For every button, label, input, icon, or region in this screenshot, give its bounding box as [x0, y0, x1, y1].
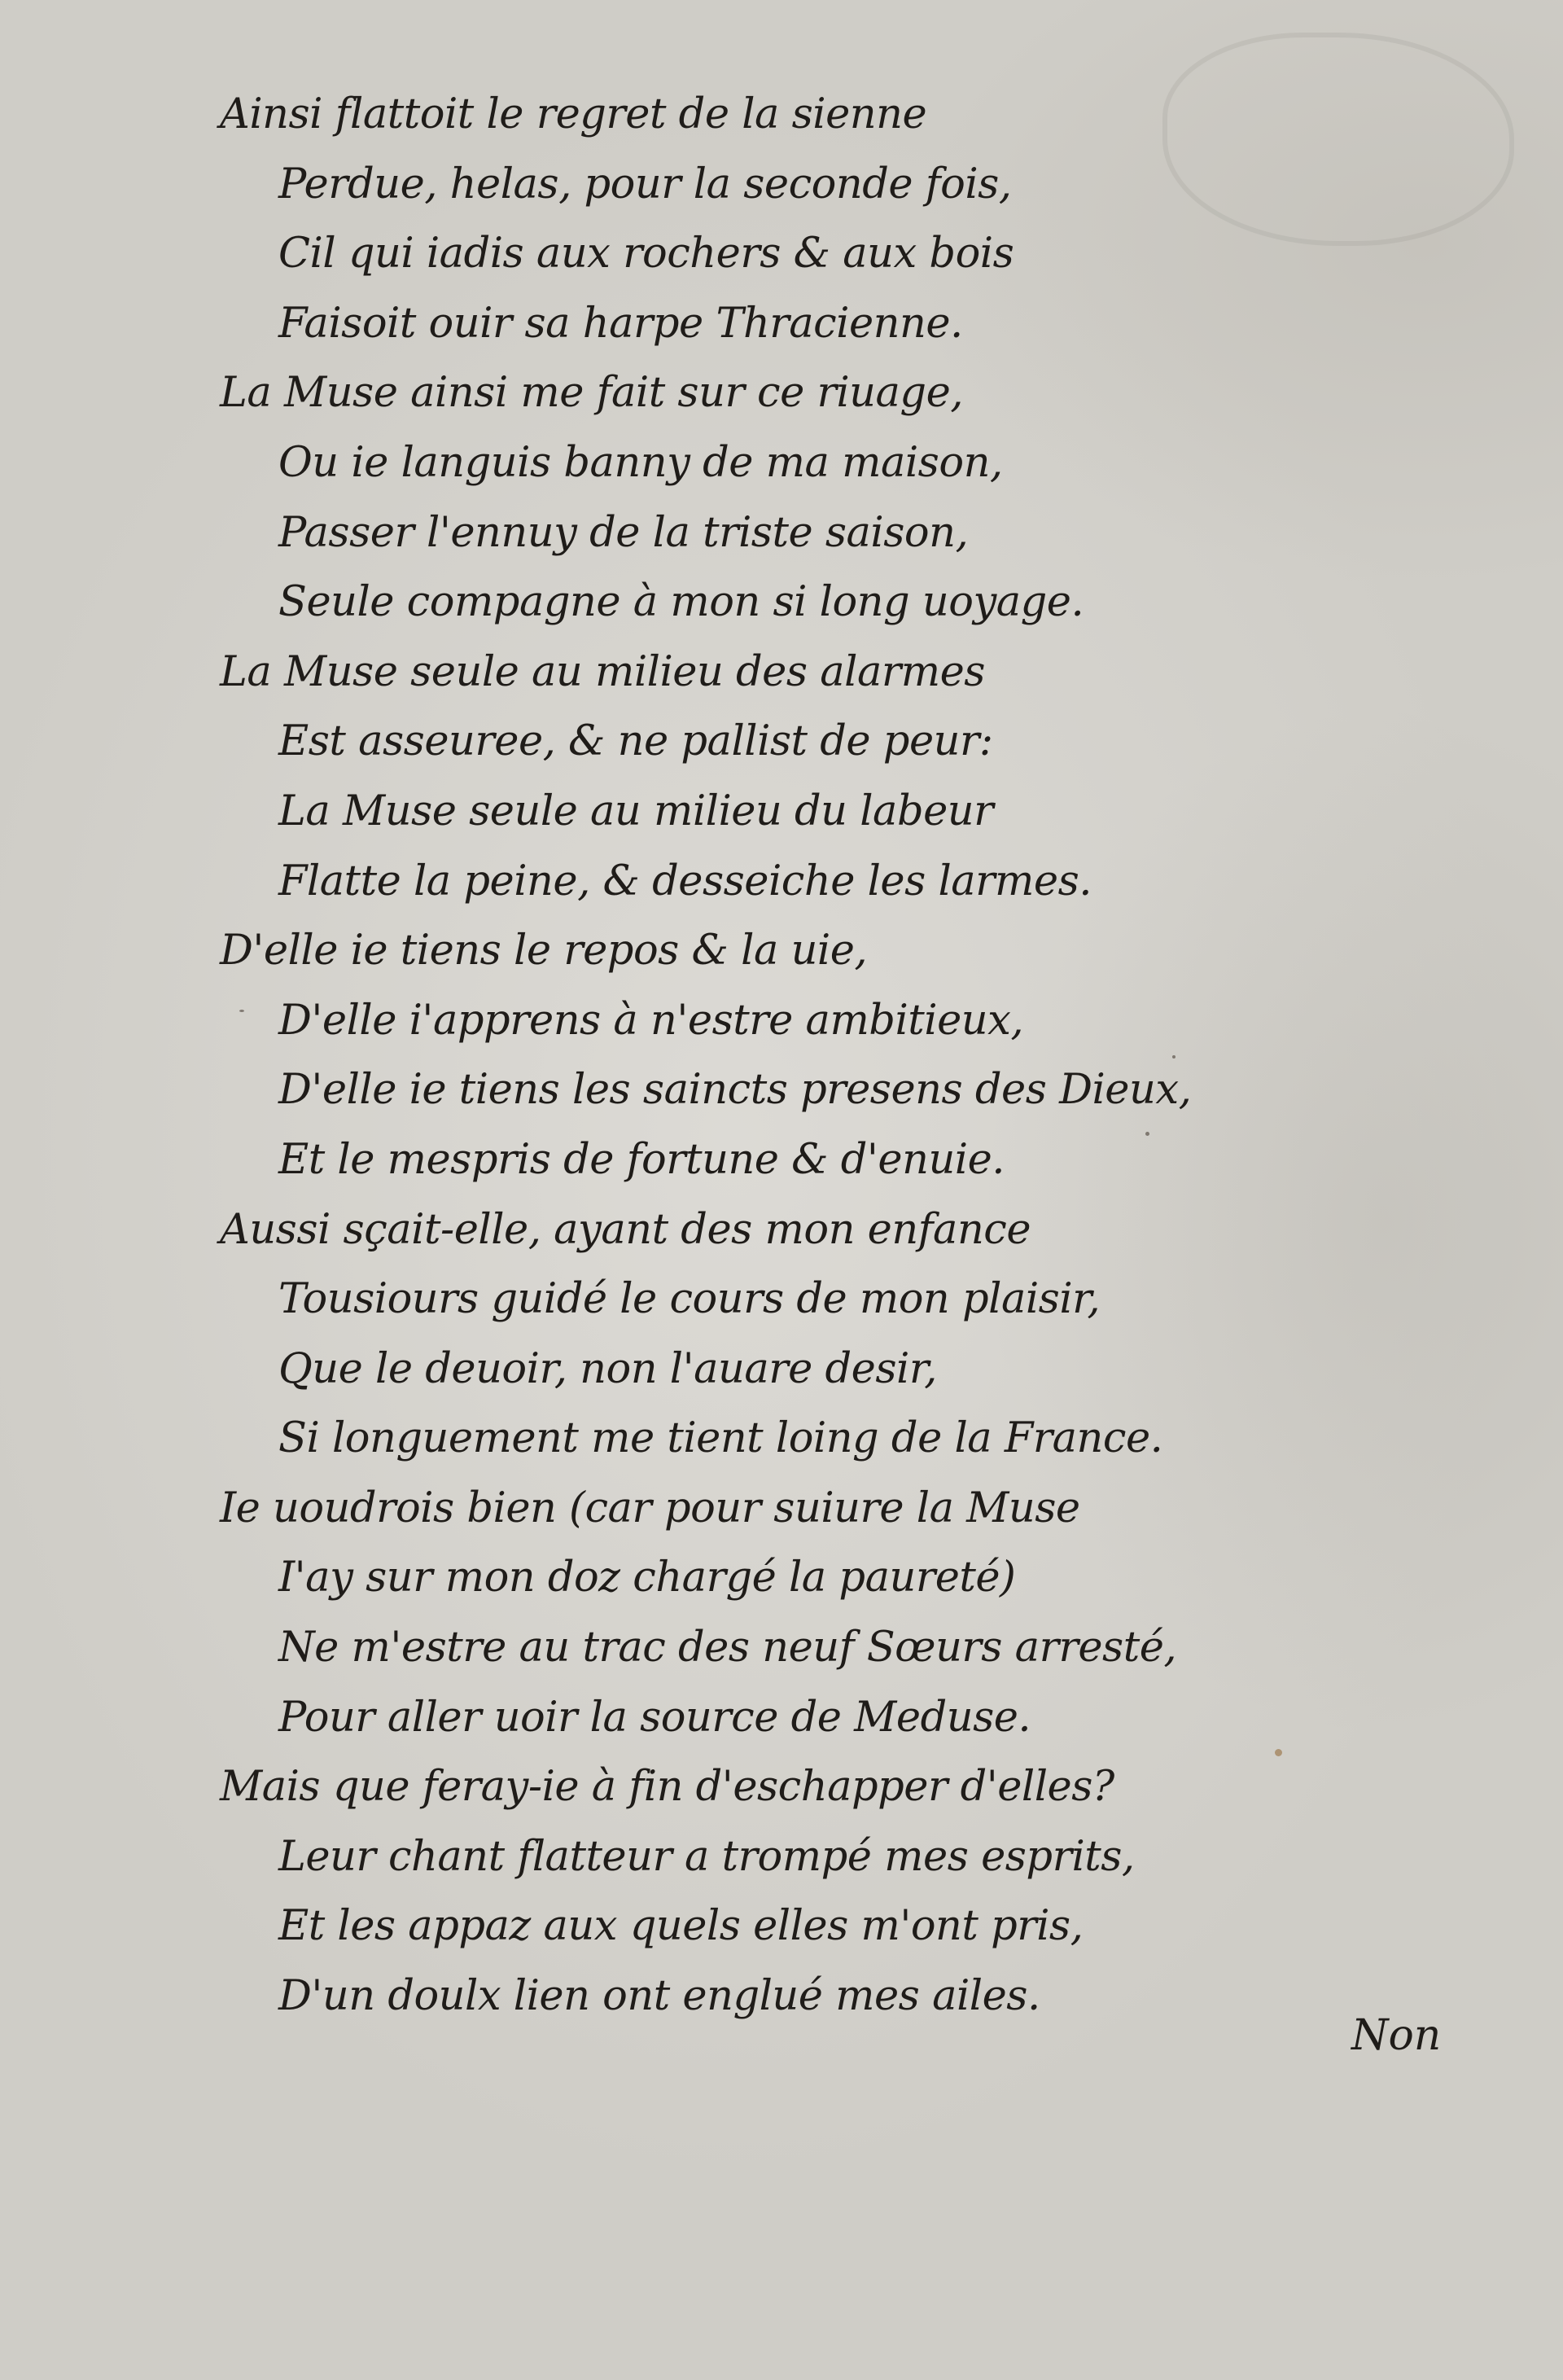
poem-line: Est asseuree, & ne pallist de peur:	[278, 717, 993, 766]
poem-line: Ne m'estre au trac des neuf Sœurs arresté,	[278, 1624, 1177, 1672]
poem-line: Et les appaz aux quels elles m'ont pris,	[278, 1902, 1084, 1951]
poem-line: Et le mespris de fortune & d'enuie.	[278, 1135, 1005, 1184]
ink-speck	[1172, 1055, 1176, 1059]
ink-speck	[239, 1010, 244, 1012]
poem-line: Mais que feray-ie à fin d'eschapper d'elles?	[220, 1763, 1114, 1812]
poem-line: Ou ie languis banny de ma maison,	[278, 438, 1003, 487]
poem-line: Pour aller uoir la source de Meduse.	[278, 1693, 1031, 1742]
poem-text	[204, 80, 1262, 2032]
poem-line: Aussi sçait-elle, ayant des mon enfance	[220, 1205, 1031, 1254]
poem-line: La Muse seule au milieu des alarmes	[220, 647, 985, 696]
poem-line: Faisoit ouir sa harpe Thracienne.	[278, 299, 963, 348]
poem-line: I'ay sur mon doz chargé la paureté)	[278, 1554, 1016, 1602]
catchword: Non	[1351, 2011, 1442, 2060]
poem-line: Seule compagne à mon si long uoyage.	[278, 578, 1084, 627]
poem-line: Ie uoudrois bien (car pour suiure la Muse	[220, 1484, 1080, 1532]
poem-line: D'elle ie tiens les saincts presens des Dieux,	[278, 1066, 1192, 1115]
poem-line: Flatte la peine, & desseiche les larmes.	[278, 857, 1092, 905]
poem-line: Si longuement me tient loing de la France.	[278, 1414, 1163, 1463]
ink-speck	[1275, 1749, 1282, 1756]
poem-line: Leur chant flatteur a trompé mes esprits,	[278, 1832, 1135, 1881]
poem-line: D'un doulx lien ont englué mes ailes.	[278, 1972, 1040, 2021]
poem-line: Que le deuoir, non l'auare desir,	[278, 1344, 937, 1393]
poem-line: Perdue, helas, pour la seconde fois,	[278, 160, 1012, 208]
poem-line: Passer l'ennuy de la triste saison,	[278, 508, 969, 557]
poem-line: Ainsi flattoit le regret de la sienne	[220, 90, 927, 138]
poem-line: D'elle i'apprens à n'estre ambitieux,	[278, 996, 1024, 1045]
poem-line: La Muse seule au milieu du labeur	[278, 787, 993, 835]
poem-line: Tousiours guidé le cours de mon plaisir,	[278, 1275, 1101, 1324]
poem-line: La Muse ainsi me fait sur ce riuage,	[220, 369, 963, 418]
poem-line: Cil qui iadis aux rochers & aux bois	[278, 230, 1014, 278]
ink-speck	[1145, 1132, 1149, 1136]
poem-line: D'elle ie tiens le repos & la uie,	[220, 927, 868, 975]
